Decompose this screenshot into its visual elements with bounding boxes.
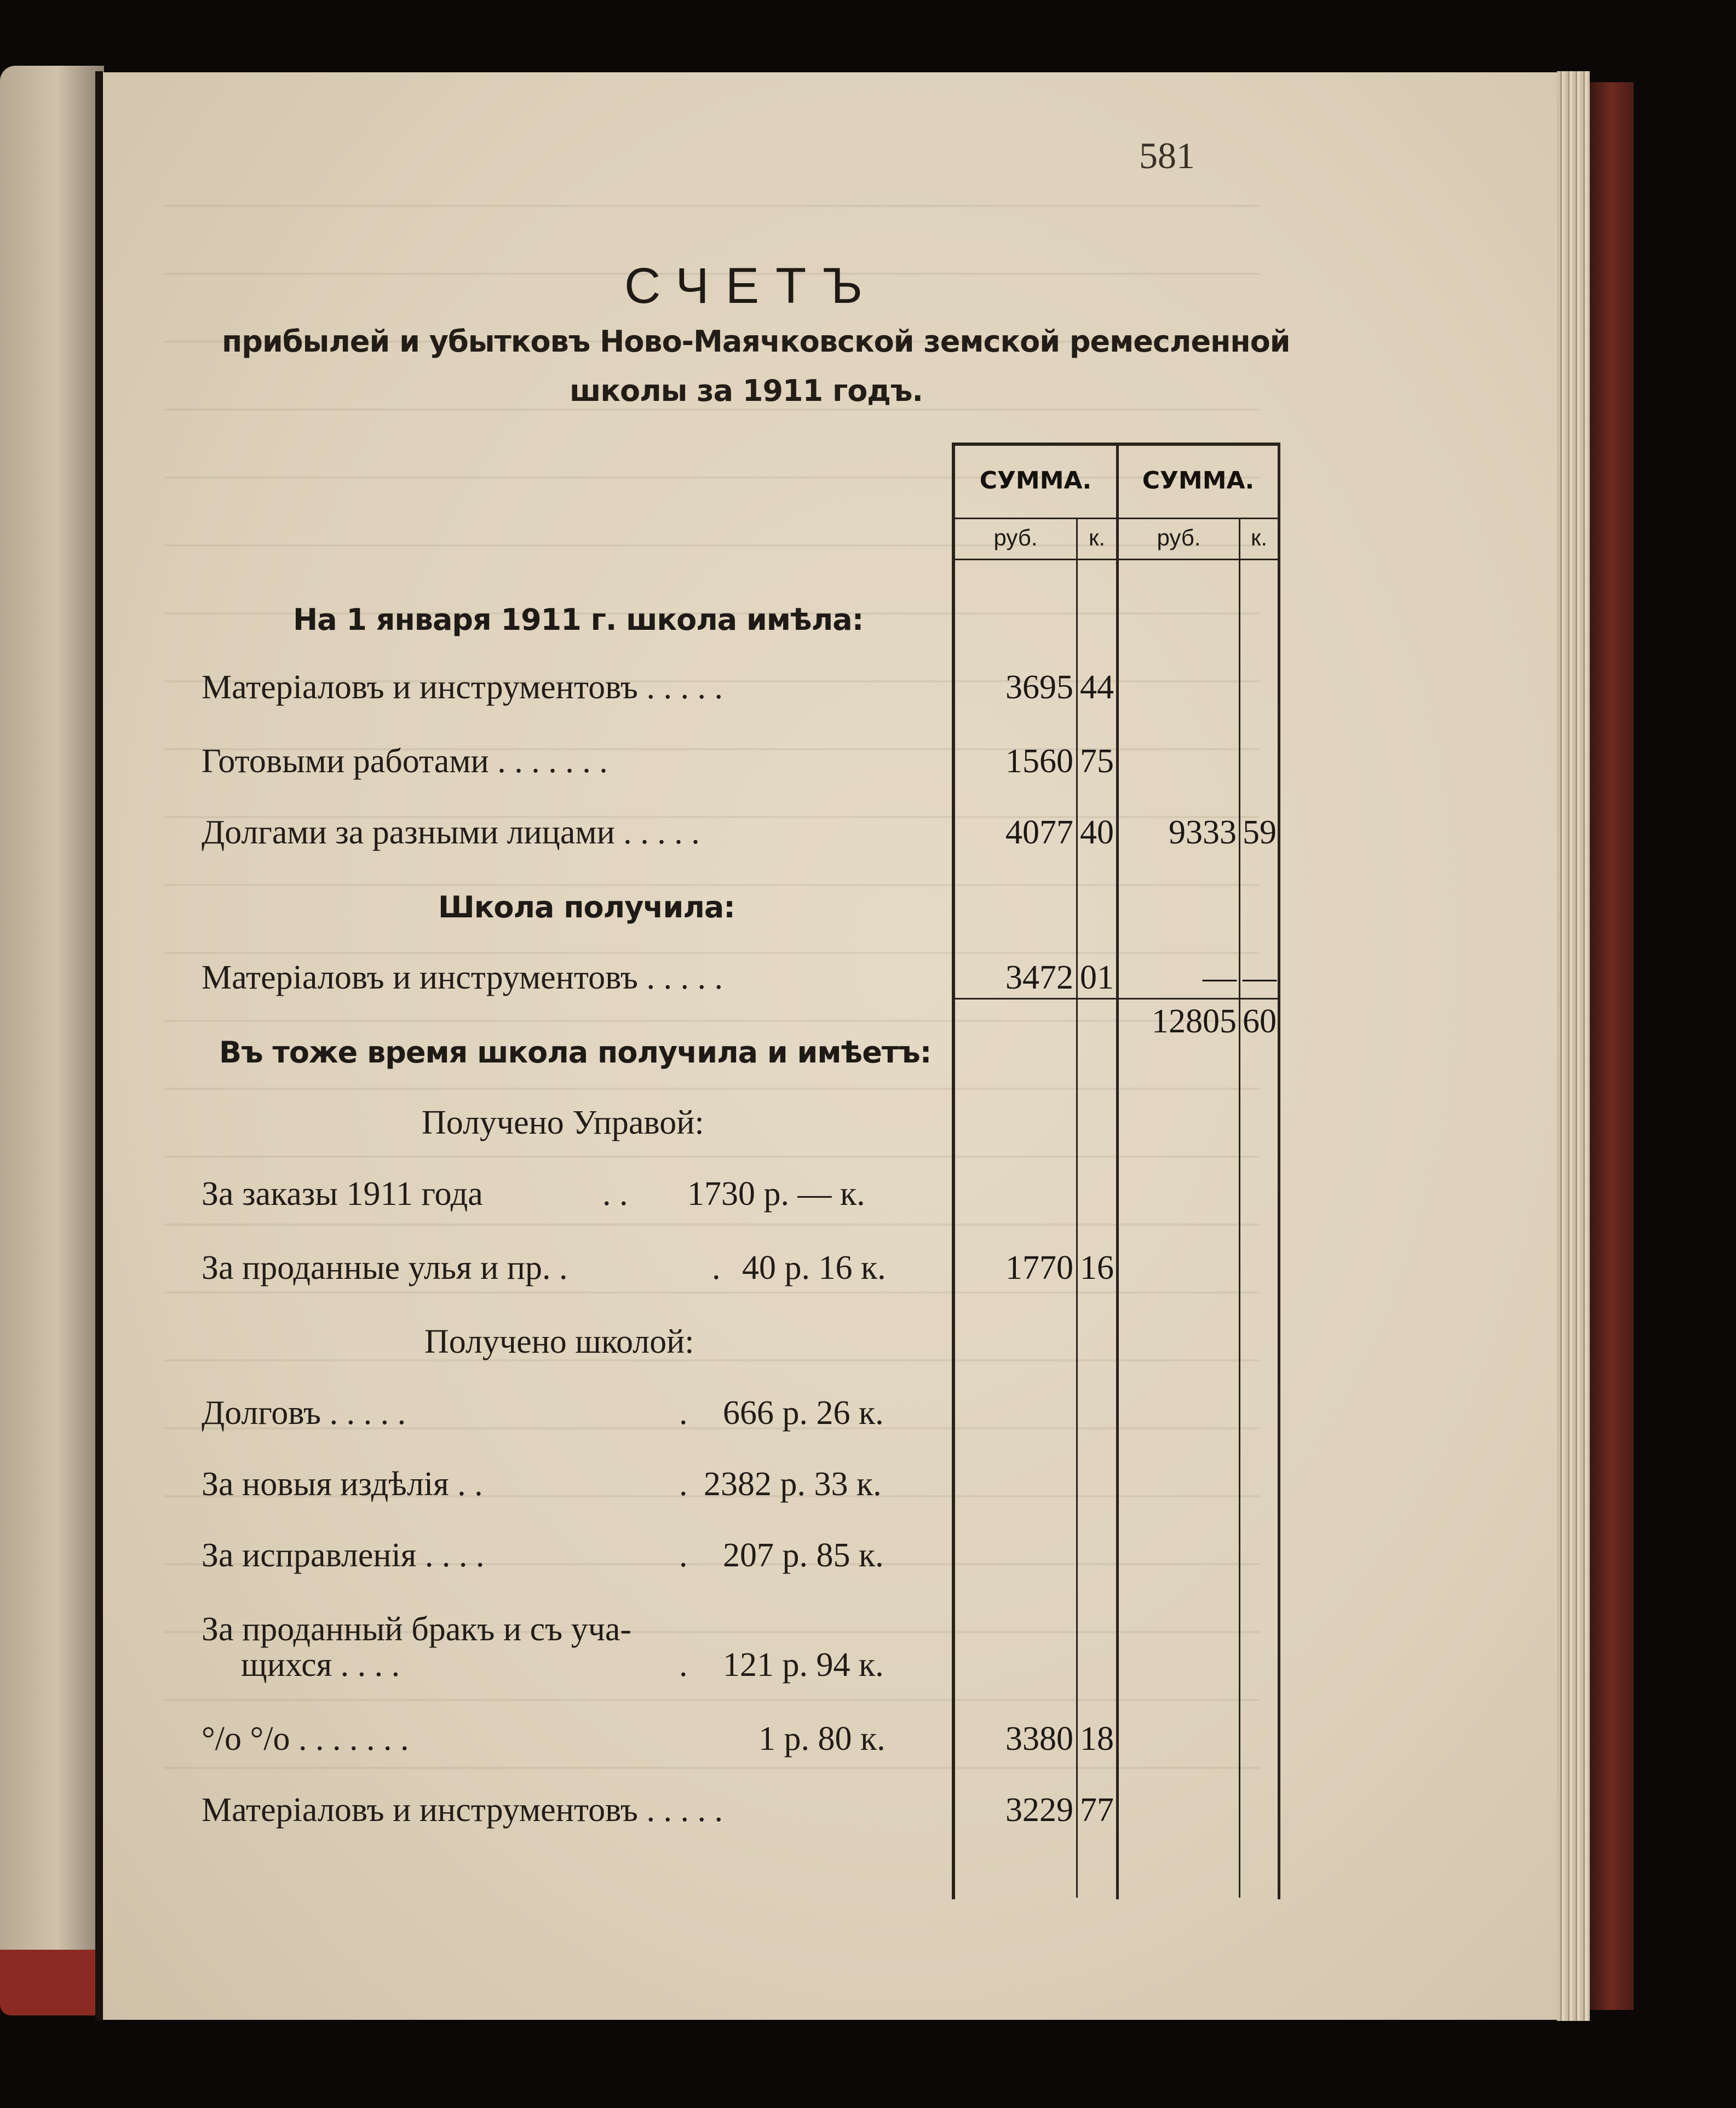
row-label: За проданный бракъ и съ уча- [202, 1611, 632, 1648]
row-amount: 121 р. 94 к. [723, 1646, 884, 1684]
column-subheader-kop-2: к. [1250, 525, 1268, 550]
row-total-rub: — [1203, 959, 1237, 996]
row-kop: 75 [1080, 743, 1114, 780]
row-kop: 77 [1080, 1791, 1114, 1829]
row-rub: 1770 [1005, 1249, 1073, 1286]
table-kop-rule-1 [1076, 518, 1078, 1898]
book-cover-edge [1590, 82, 1634, 2010]
row-amount: 666 р. 26 к. [723, 1394, 884, 1432]
section-heading-3: Въ тоже время школа получила и имѣетъ: [219, 1035, 932, 1070]
row-dots: . [679, 1537, 688, 1574]
subtotal-rule-2 [1119, 998, 1278, 1000]
subtotal-rub: 12805 [1152, 1003, 1237, 1040]
row-amount: 1 р. 80 к. [758, 1720, 886, 1757]
left-page-edge [0, 66, 104, 2015]
row-kop: 18 [1080, 1720, 1114, 1757]
row-dots: . [679, 1394, 688, 1432]
row-dots: . . [602, 1175, 628, 1213]
row-rub: 3229 [1005, 1791, 1073, 1829]
table-right-rule [1278, 443, 1280, 1899]
bleed-through [164, 192, 1260, 1835]
subtotal-rule-1 [952, 998, 1116, 1000]
column-subheader-rub-2: руб. [1157, 525, 1201, 550]
column-header-sum-1: СУММА. [979, 467, 1092, 495]
page-title: СЧЕТЪ [624, 258, 880, 314]
subtitle-line-2: школы за 1911 годъ. [570, 374, 923, 408]
column-subheader-kop-1: к. [1088, 525, 1106, 550]
row-kop: 01 [1080, 959, 1114, 996]
row-label: Матеріаловъ и инструментовъ . . . . . [202, 669, 723, 706]
row-rub: 3472 [1005, 959, 1073, 996]
row-label: Матеріаловъ и инструментовъ . . . . . [202, 959, 723, 996]
section-heading-2: Школа получила: [438, 890, 735, 924]
section-heading-1: На 1 января 1911 г. школа имѣла: [293, 602, 864, 637]
row-label: За исправленія . . . . [202, 1537, 485, 1574]
row-label: Долговъ . . . . . [202, 1394, 406, 1432]
row-amount: 1730 р. — к. [687, 1175, 865, 1213]
row-rub: 3695 [1005, 669, 1073, 706]
row-amount: 2382 р. 33 к. [704, 1466, 882, 1503]
row-label: °/о °/о . . . . . . . [202, 1720, 409, 1757]
row-dots: . [712, 1249, 721, 1286]
row-label-continued: щихся . . . . [241, 1646, 400, 1684]
row-total-rub: 9333 [1169, 814, 1237, 851]
subheading-school: Получено школой: [424, 1323, 694, 1360]
row-label: За заказы 1911 года [202, 1175, 483, 1213]
row-label: За новыя издѣлія . . [202, 1466, 483, 1503]
subheading-uprava: Получено Управой: [422, 1104, 704, 1141]
row-total-kop: — [1243, 959, 1277, 996]
row-dots: . [679, 1466, 688, 1503]
row-amount: 207 р. 85 к. [723, 1537, 884, 1574]
column-subheader-rub-1: руб. [993, 525, 1038, 550]
page-number: 581 [1139, 135, 1195, 176]
row-kop: 44 [1080, 669, 1114, 706]
row-rub: 1560 [1005, 743, 1073, 780]
row-label: Готовыми работами . . . . . . . [202, 743, 608, 780]
page-edges [1557, 71, 1590, 2021]
row-dots: . [679, 1646, 688, 1684]
row-kop: 40 [1080, 814, 1114, 851]
book-gutter [95, 71, 103, 2021]
subtitle-line-1: прибылей и убытковъ Ново-Маячковской земской ремесленной [222, 324, 1290, 359]
left-page-red-edge [0, 1950, 96, 2015]
subtotal-kop: 60 [1243, 1003, 1277, 1040]
row-kop: 16 [1080, 1249, 1114, 1286]
row-rub: 3380 [1005, 1720, 1073, 1757]
row-total-kop: 59 [1243, 814, 1277, 851]
table-kop-rule-2 [1239, 518, 1240, 1898]
row-label: Матеріаловъ и инструментовъ . . . . . [202, 1791, 723, 1829]
row-rub: 4077 [1005, 814, 1073, 851]
row-label: Долгами за разными лицами . . . . . [202, 814, 700, 851]
column-header-sum-2: СУММА. [1142, 467, 1255, 495]
row-label: За проданные улья и пр. . [202, 1249, 568, 1286]
table-middle-rule [1116, 443, 1119, 1899]
row-amount: 40 р. 16 к. [742, 1249, 886, 1286]
table-left-rule [952, 443, 955, 1899]
